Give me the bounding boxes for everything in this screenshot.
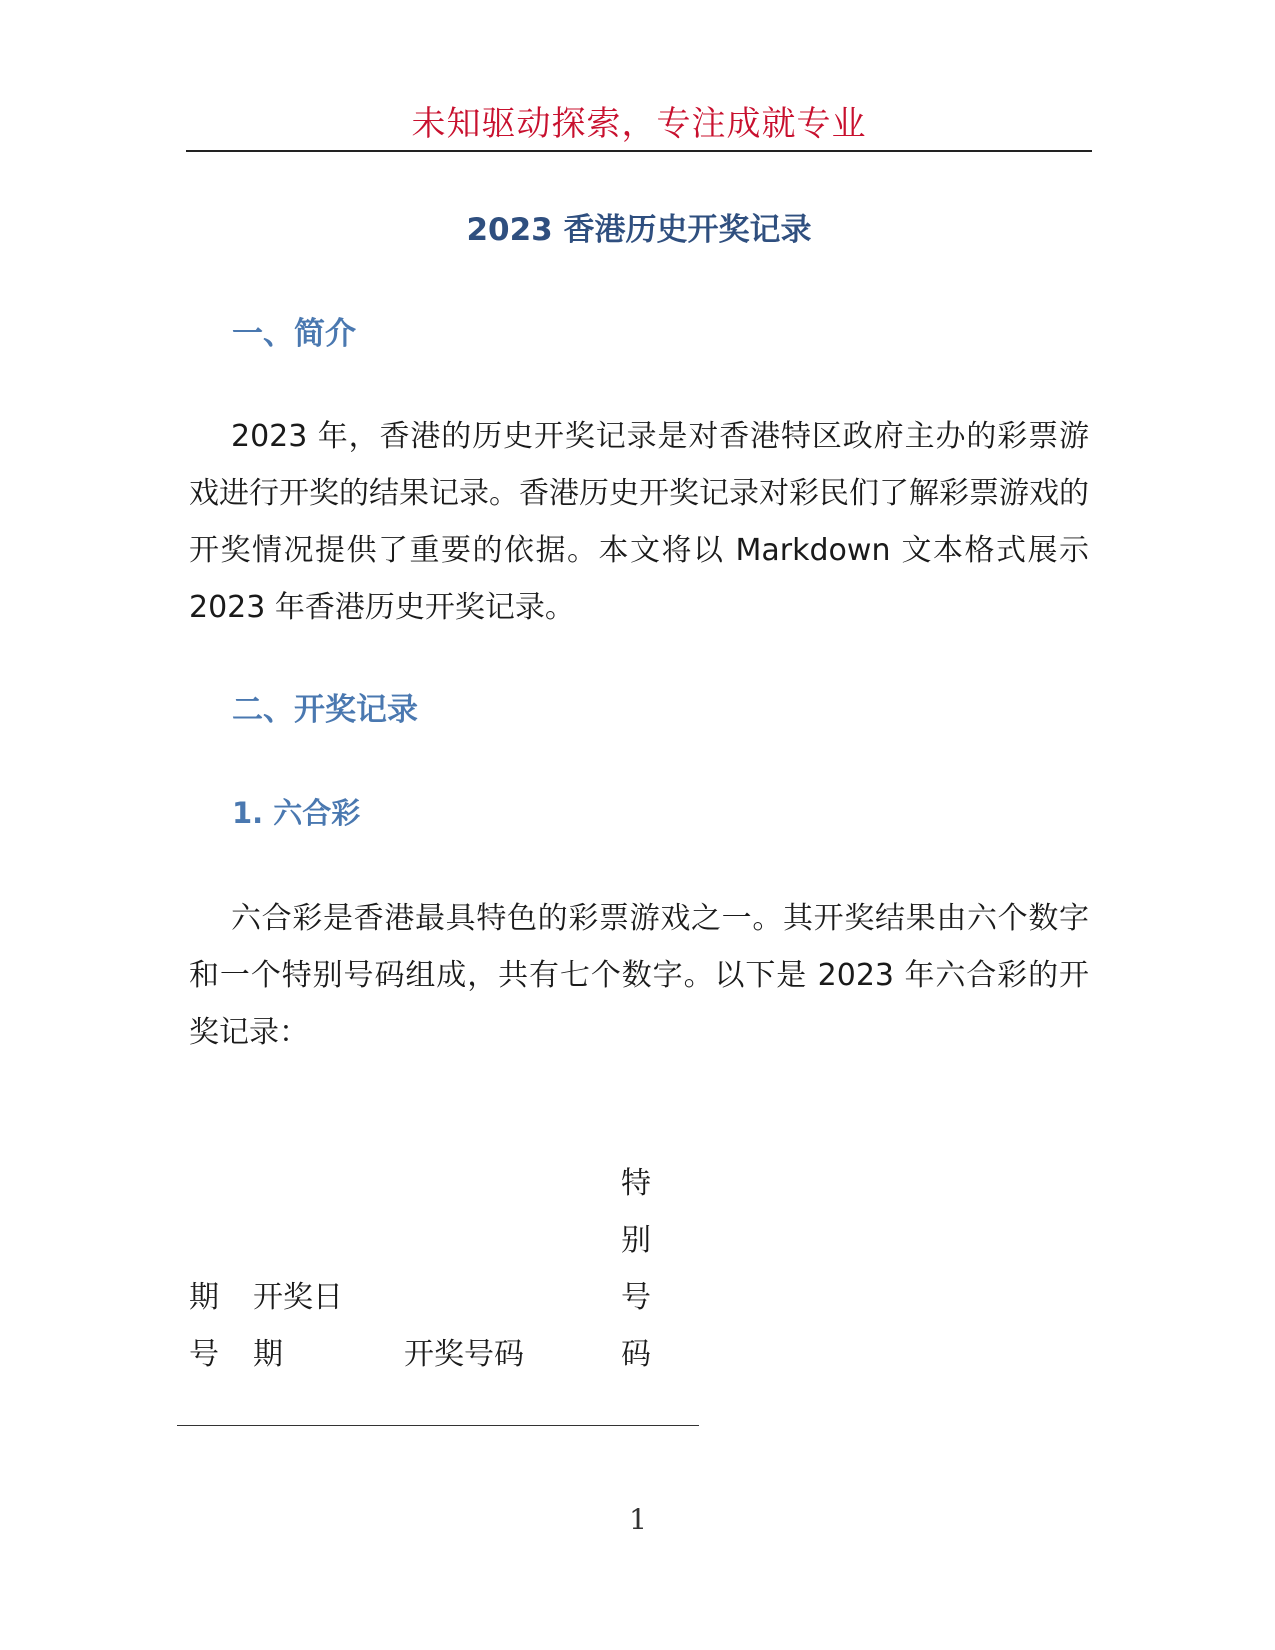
page-header-slogan: 未知驱动探索，专注成就专业 (411, 104, 867, 144)
table-divider (177, 1425, 699, 1426)
intro-paragraph: 2023 年，香港的历史开奖记录是对香港特区政府主办的彩票游戏进行开奖的结果记录。香港历史开奖记录对彩民们了解彩票游戏的开奖情况提供了重要的依据。本文将以 Markdown 文本格式展示 2023 年香港历史开奖记录。 (189, 419, 1089, 625)
table-header-date: 开奖日期 (253, 1280, 343, 1372)
table-header-numbers: 开奖号码 (404, 1337, 524, 1372)
section-heading-records: 二、开奖记录 (232, 692, 418, 728)
section-heading-intro: 一、简介 (232, 316, 356, 352)
page-number: 1 (629, 1503, 647, 1536)
document-title: 2023 香港历史开奖记录 (466, 212, 812, 248)
subsection-heading-mark-six: 1. 六合彩 (232, 796, 361, 830)
mark-six-paragraph: 六合彩是香港最具特色的彩票游戏之一。其开奖结果由六个数字和一个特别号码组成，共有七个数字。以下是 2023 年六合彩的开奖记录： (189, 901, 1089, 1050)
header-divider (186, 150, 1092, 152)
table-header-issue: 期号 (189, 1280, 219, 1372)
draw-records-table-header (189, 1155, 709, 1385)
table-header-special: 特别号码 (621, 1166, 651, 1372)
